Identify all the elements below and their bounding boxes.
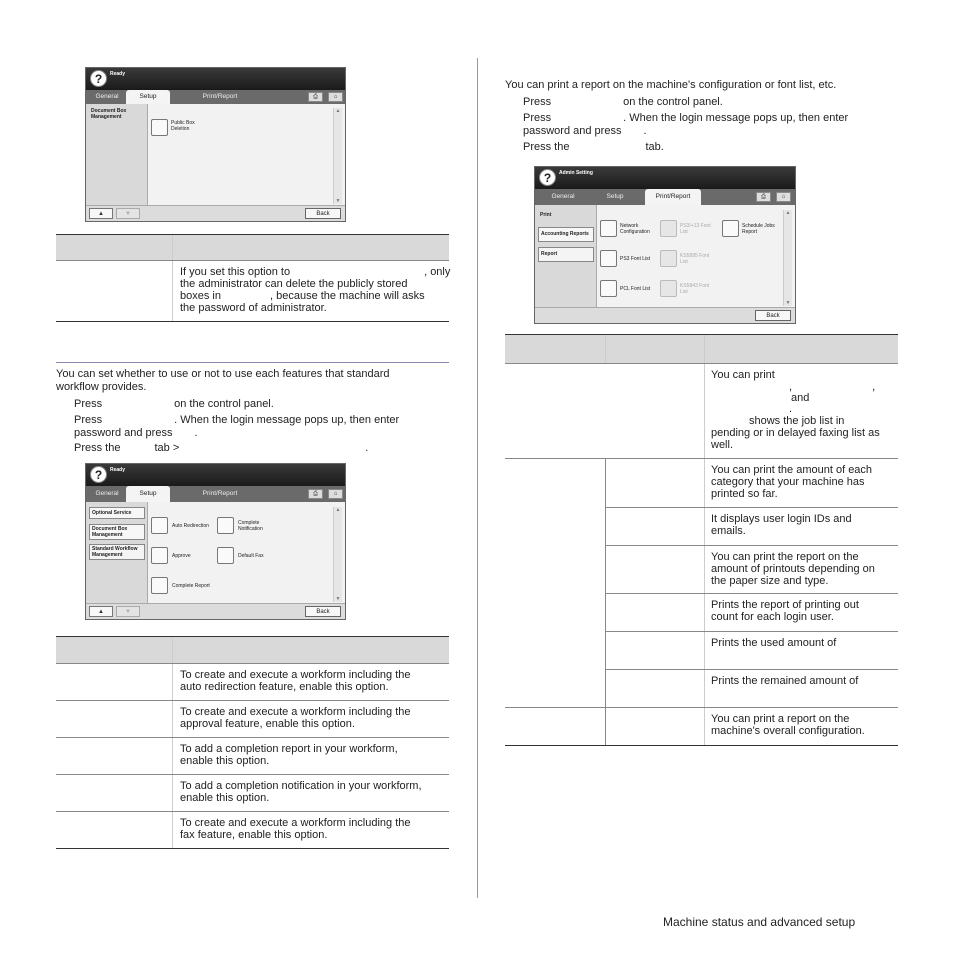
table-cell: Prints the remained amount of bbox=[711, 675, 859, 687]
table-cell: . bbox=[789, 403, 793, 415]
table-rule bbox=[605, 593, 898, 594]
tab-general[interactable]: General bbox=[95, 490, 119, 497]
public-box-deletion-label: Public Box Deletion bbox=[171, 120, 195, 132]
table-cell: approval feature, enable this option. bbox=[180, 718, 355, 730]
tab-setup[interactable]: Setup bbox=[606, 193, 624, 200]
home-icon[interactable]: ⌂ bbox=[328, 489, 343, 499]
column-divider bbox=[477, 58, 478, 898]
auto-redirection-label: Auto Redirection bbox=[172, 523, 209, 529]
print-icon[interactable]: ⎙ bbox=[308, 92, 323, 102]
table-rule bbox=[56, 260, 449, 261]
tab-general[interactable]: General bbox=[95, 93, 119, 100]
ps3-font-list-button[interactable] bbox=[600, 250, 617, 267]
table-col-divider bbox=[172, 637, 173, 848]
print-icon[interactable]: ⎙ bbox=[308, 489, 323, 499]
table-header bbox=[56, 637, 449, 663]
scrollbar[interactable]: ▲ ▼ bbox=[783, 210, 792, 306]
tab-print-report[interactable]: Print/Report bbox=[202, 490, 238, 497]
table-cell: If you set this option to , only bbox=[180, 266, 451, 278]
step-1: Press on the control panel. bbox=[523, 96, 723, 108]
screen-workflow bbox=[85, 463, 346, 620]
tab-print-report[interactable]: Print/Report bbox=[645, 189, 701, 205]
ks5895-font-list-button[interactable] bbox=[660, 250, 677, 267]
screen-topbar bbox=[86, 68, 345, 90]
ks5895-font-list-label: KS5895 Font List bbox=[680, 253, 710, 265]
screen-bottombar bbox=[86, 603, 345, 619]
table-cell: You can print a report on the bbox=[711, 713, 850, 725]
down-arrow-button[interactable]: ▼ bbox=[116, 208, 140, 219]
table-cell: auto redirection feature, enable this option. bbox=[180, 681, 389, 693]
section-intro: You can print a report on the machine's configuration or font list, etc. bbox=[505, 79, 837, 91]
complete-notification-button[interactable] bbox=[217, 517, 234, 534]
sidebar-item-document-box[interactable]: Document Box Management bbox=[91, 108, 127, 120]
table-cell: Prints the used amount of bbox=[711, 637, 837, 649]
ps3-13-font-list-button[interactable] bbox=[660, 220, 677, 237]
table-cell: category that your machine has bbox=[711, 476, 865, 488]
help-icon[interactable]: ? bbox=[539, 169, 556, 186]
tab-print-report[interactable]: Print/Report bbox=[202, 93, 238, 100]
page-footer: Machine status and advanced setup bbox=[663, 915, 856, 929]
table-cell: well. bbox=[711, 439, 734, 451]
screen-topbar bbox=[535, 167, 795, 189]
screen-status: Ready bbox=[110, 71, 126, 77]
table-rule bbox=[56, 321, 449, 322]
table-cell: You can print the report on the bbox=[711, 551, 859, 563]
table-cell: count for each login user. bbox=[711, 611, 834, 623]
screen-topbar bbox=[86, 464, 345, 486]
table-cell: the paper size and type. bbox=[711, 575, 829, 587]
table-rule bbox=[505, 707, 898, 708]
step-2: Press . When the login message pops up, then enter bbox=[523, 112, 849, 124]
table-cell: enable this option. bbox=[180, 792, 270, 804]
table-cell: boxes in , because the machine will asks bbox=[180, 290, 425, 302]
step-2: password and press . bbox=[523, 125, 647, 137]
sidebar-item-standard-workflow[interactable]: Standard Workflow Management bbox=[89, 544, 145, 560]
table-cell: You can print bbox=[711, 369, 775, 381]
table-rule bbox=[605, 545, 898, 546]
table-header bbox=[56, 235, 449, 260]
network-configuration-button[interactable] bbox=[600, 220, 617, 237]
complete-report-button[interactable] bbox=[151, 577, 168, 594]
auto-redirection-button[interactable] bbox=[151, 517, 168, 534]
back-button[interactable]: Back bbox=[305, 606, 341, 617]
table-rule bbox=[605, 507, 898, 508]
table-cell: To add a completion report in your workform, bbox=[180, 743, 398, 755]
scrollbar[interactable]: ▲ ▼ bbox=[333, 507, 342, 602]
table-rule bbox=[605, 631, 898, 632]
sidebar bbox=[535, 205, 597, 308]
step-2: password and press . bbox=[74, 427, 198, 439]
step-3: Press the tab. bbox=[523, 141, 664, 153]
sidebar bbox=[86, 502, 148, 604]
step-2: Press . When the login message pops up, then enter bbox=[74, 414, 400, 426]
table-cell: To create and execute a workform including the bbox=[180, 669, 411, 681]
table-rule bbox=[56, 700, 449, 701]
sidebar-item-optional-service[interactable]: Optional Service bbox=[89, 507, 145, 519]
up-arrow-button[interactable]: ▲ bbox=[89, 606, 113, 617]
screen-public-box bbox=[85, 67, 346, 222]
table-col-divider bbox=[605, 335, 606, 363]
table-cell: To add a completion notification in your workform, bbox=[180, 780, 422, 792]
table-cell: You can print the amount of each bbox=[711, 464, 873, 476]
public-box-deletion-button[interactable] bbox=[151, 119, 168, 136]
table-cell: To create and execute a workform including the bbox=[180, 817, 411, 829]
table-col-divider bbox=[704, 335, 705, 745]
help-icon[interactable]: ? bbox=[90, 466, 107, 483]
table-cell: amount of printouts depending on bbox=[711, 563, 875, 575]
network-configuration-label: Network Configuration bbox=[620, 223, 650, 235]
screen-report bbox=[534, 166, 796, 324]
sidebar bbox=[86, 104, 148, 208]
tab-general[interactable]: General bbox=[551, 193, 575, 200]
sidebar-item-print[interactable]: Print bbox=[540, 212, 552, 218]
print-icon[interactable]: ⎙ bbox=[756, 192, 771, 202]
screen-tabbar bbox=[86, 486, 345, 502]
table-cell: and bbox=[791, 392, 810, 404]
home-icon[interactable]: ⌂ bbox=[328, 92, 343, 102]
pcl-font-list-button[interactable] bbox=[600, 280, 617, 297]
tab-setup[interactable]: Setup bbox=[126, 90, 170, 104]
sidebar-item-accounting-reports[interactable]: Accounting Reports bbox=[538, 227, 594, 242]
table-cell: the password of administrator. bbox=[180, 302, 327, 314]
tab-setup[interactable]: Setup bbox=[126, 486, 170, 502]
table-cell: emails. bbox=[711, 525, 746, 537]
default-fax-button[interactable] bbox=[217, 547, 234, 564]
approve-button[interactable] bbox=[151, 547, 168, 564]
table-rule bbox=[605, 669, 898, 670]
table-cell: printed so far. bbox=[711, 488, 778, 500]
table-cell: Prints the report of printing out bbox=[711, 599, 859, 611]
complete-notification-label: Complete Notification bbox=[238, 520, 263, 532]
screen-status: Admin Setting bbox=[559, 170, 593, 176]
back-button[interactable]: Back bbox=[305, 208, 341, 219]
table-rule bbox=[56, 737, 449, 738]
table-rule bbox=[505, 363, 898, 364]
table-cell: fax feature, enable this option. bbox=[180, 829, 328, 841]
table-rule bbox=[56, 811, 449, 812]
approve-label: Approve bbox=[172, 553, 191, 559]
section-intro: workflow provides. bbox=[56, 381, 147, 393]
screen-bottombar bbox=[535, 307, 795, 323]
table-cell: the administrator can delete the publicly stored bbox=[180, 278, 408, 290]
table-cell: To create and execute a workform including the bbox=[180, 706, 411, 718]
up-arrow-button[interactable]: ▲ bbox=[89, 208, 113, 219]
back-button[interactable]: Back bbox=[755, 310, 791, 321]
section-rule bbox=[56, 362, 449, 363]
schedule-jobs-report-button[interactable] bbox=[722, 220, 739, 237]
schedule-jobs-report-label: Schedule Jobs Report bbox=[742, 223, 775, 235]
pcl-font-list-label: PCL Font List bbox=[620, 286, 651, 292]
sidebar-item-document-box[interactable]: Document Box Management bbox=[89, 524, 145, 540]
table-rule bbox=[505, 745, 898, 746]
complete-report-label: Complete Report bbox=[172, 583, 210, 589]
screen-tabbar bbox=[86, 90, 345, 104]
table-cell: pending or in delayed faxing list as bbox=[711, 427, 880, 439]
table-rule bbox=[56, 848, 449, 849]
ps3-13-font-list-label: PS3/+13 Font List bbox=[680, 223, 711, 235]
screen-bottombar bbox=[86, 205, 345, 221]
table-cell: machine's overall configuration. bbox=[711, 725, 865, 737]
section-intro: You can set whether to use or not to use each features that standard bbox=[56, 368, 390, 380]
screen-tabbar bbox=[535, 189, 795, 205]
help-icon[interactable]: ? bbox=[90, 70, 107, 87]
table-rule bbox=[56, 774, 449, 775]
table-cell: , , bbox=[789, 381, 876, 393]
sidebar-item-report[interactable]: Report bbox=[538, 247, 594, 262]
default-fax-label: Default Fax bbox=[238, 553, 264, 559]
scrollbar[interactable]: ▲ ▼ bbox=[333, 108, 342, 204]
table-rule bbox=[505, 458, 898, 459]
table-cell: shows the job list in bbox=[749, 415, 845, 427]
step-1: Press on the control panel. bbox=[74, 398, 274, 410]
down-arrow-button[interactable]: ▼ bbox=[116, 606, 140, 617]
table-col-divider bbox=[605, 458, 606, 745]
table-cell: It displays user login IDs and bbox=[711, 513, 852, 525]
table-cell: enable this option. bbox=[180, 755, 270, 767]
ps3-font-list-label: PS3 Font List bbox=[620, 256, 651, 262]
home-icon[interactable]: ⌂ bbox=[776, 192, 791, 202]
screen-status: Ready bbox=[110, 467, 126, 473]
table-col-divider bbox=[172, 235, 173, 321]
ks5843-font-list-button[interactable] bbox=[660, 280, 677, 297]
table-header bbox=[505, 335, 898, 363]
table-rule bbox=[56, 663, 449, 664]
ks5843-font-list-label: KS5843 Font List bbox=[680, 283, 710, 295]
step-3: Press the tab > . bbox=[74, 442, 369, 454]
